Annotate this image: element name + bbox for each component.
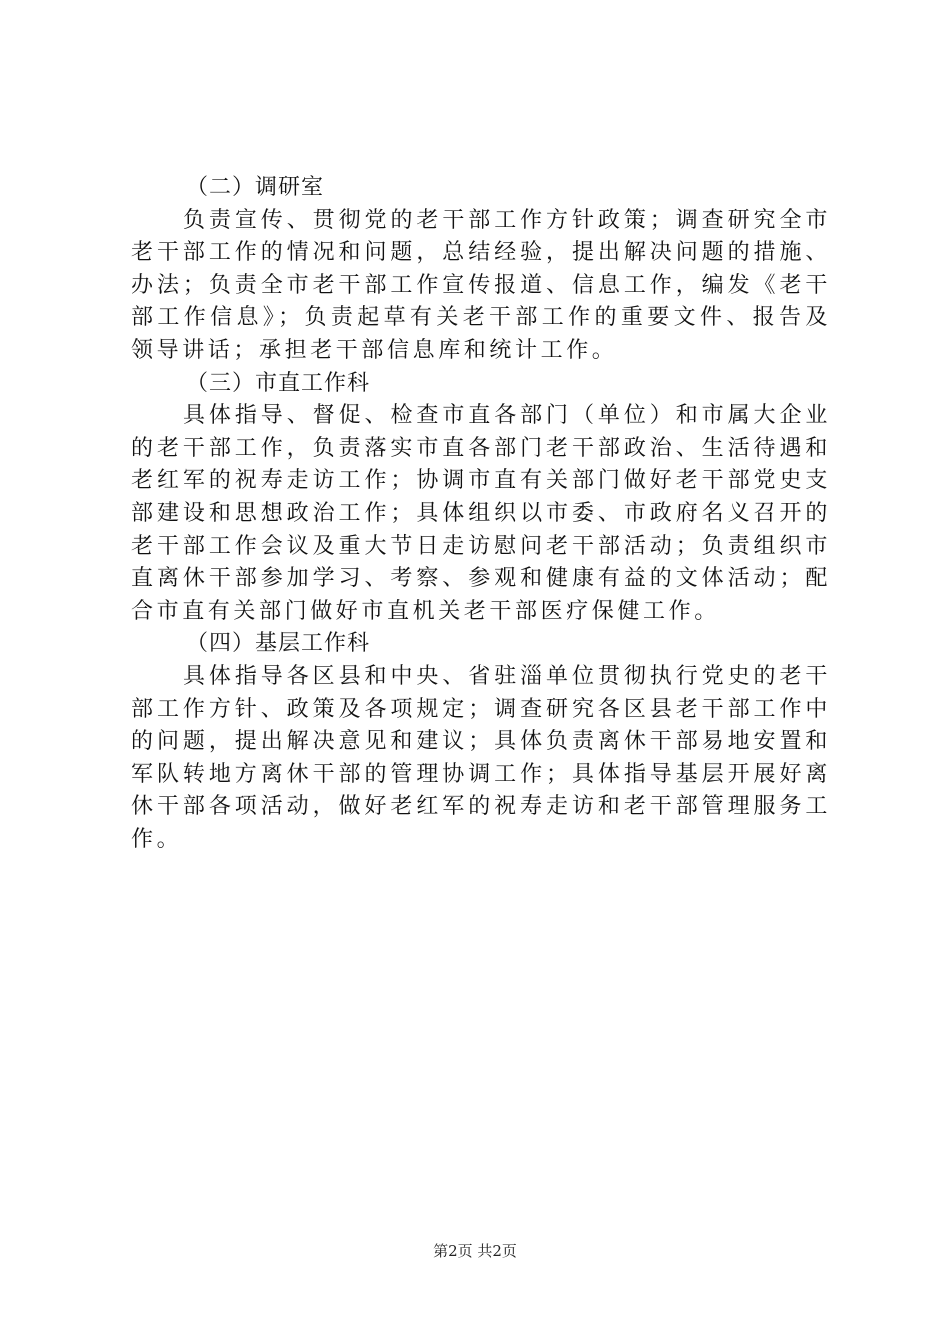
section-heading-grassroots-work: （四）基层工作科 [186, 631, 371, 657]
section-heading-municipal-work: （三）市直工作科 [186, 370, 371, 396]
document-body [131, 172, 831, 856]
section-paragraph-research-office: 负责宣传、贯彻党的老干部工作方针政策；调查研究全市老干部工作的情况和问题，总结经验，提出解决问题的措施、办法；负责全市老干部工作宣传报道、信息工作，编发《老干部工作信息》；负责起草有关老干部工作的重要文件、报告及领导讲话；承担老干部信息库和统计工作。 [131, 207, 831, 363]
page-number-footer: 第2页 共2页 [433, 1242, 517, 1260]
section-paragraph-grassroots-work: 具体指导各区县和中央、省驻淄单位贯彻执行党史的老干部工作方针、政策及各项规定；调查研究各区县老干部工作中的问题，提出解决意见和建议；具体负责离休干部易地安置和军队转地方离休干部的管理协调工作；具体指导基层开展好离休干部各项活动，做好老红军的祝寿走访和老干部管理服务工作。 [131, 663, 831, 852]
section-heading-research-office: （二）调研室 [186, 175, 325, 200]
section-paragraph-municipal-work: 具体指导、督促、检查市直各部门（单位）和市属大企业的老干部工作，负责落实市直各部门老干部政治、生活待遇和老红军的祝寿走访工作；协调市直有关部门做好老干部党史支部建设和思想政治工作；具体组织以市委、市政府名义召开的老干部工作会议及重大节日走访慰问老干部活动；负责组织市直离休干部参加学习、考察、参观和健康有益的文体活动；配合市直有关部门做好市直机关老干部医疗保健工作。 [131, 403, 831, 624]
